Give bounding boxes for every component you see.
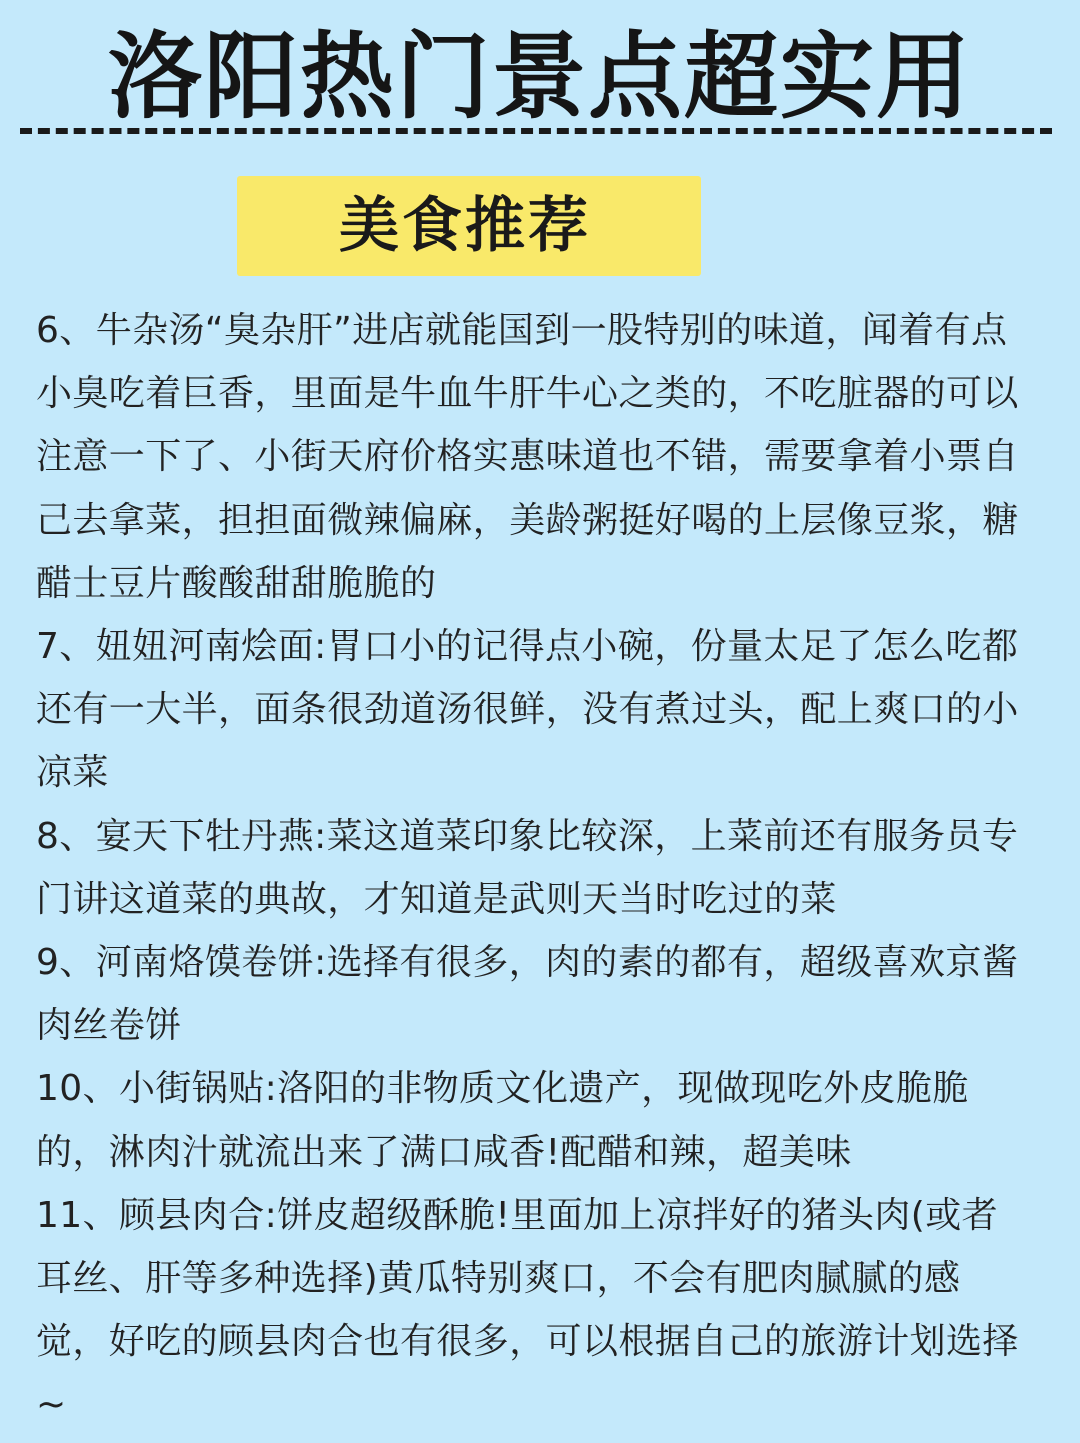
section-label-badge bbox=[237, 176, 701, 276]
list-item: 6、牛杂汤“臭杂肝”进店就能国到一股特别的味道，闻着有点小臭吃着巨香，里面是牛血牛肝牛心之类的，不吃脏器的可以注意一下了、小街天府价格实惠味道也不错，需要拿着小票自己去拿菜，担担面微辣偏麻，美龄粥挺好喝的上层像豆浆，糖醋士豆片酸酸甜甜脆脆的 bbox=[36, 310, 1019, 604]
food-list bbox=[36, 299, 1026, 1437]
list-item: 7、妞妞河南烩面:胃口小的记得点小碗，份量太足了怎么吃都还有一大半，面条很劲道汤很鲜，没有煮过头，配上爽口的小凉菜 bbox=[36, 626, 1019, 794]
list-item: 11、顾县肉合:饼皮超级酥脆!里面加上凉拌好的猪头肉(或者耳丝、肝等多种选择)黄瓜特别爽口，不会有肥肉腻腻的感觉，好吃的顾县肉合也有很多，可以根据自己的旅游计划选择~ bbox=[36, 1194, 1019, 1426]
list-item: 9、河南烙馍卷饼:选择有很多，肉的素的都有，超级喜欢京酱肉丝卷饼 bbox=[36, 942, 1019, 1047]
list-item: 8、宴天下牡丹燕:菜这道菜印象比较深，上菜前还有服务员专门讲这道菜的典故，才知道是武则天当时吃过的菜 bbox=[36, 815, 1019, 920]
dashed-divider bbox=[20, 128, 1052, 134]
list-item: 10、小街锅贴:洛阳的非物质文化遗产，现做现吃外皮脆脆的，淋肉汁就流出来了满口咸香!配醋和辣，超美味 bbox=[36, 1068, 969, 1173]
section-label: 美食推荐 bbox=[339, 191, 591, 261]
page-title: 洛阳热门景点超实用 bbox=[107, 23, 972, 132]
